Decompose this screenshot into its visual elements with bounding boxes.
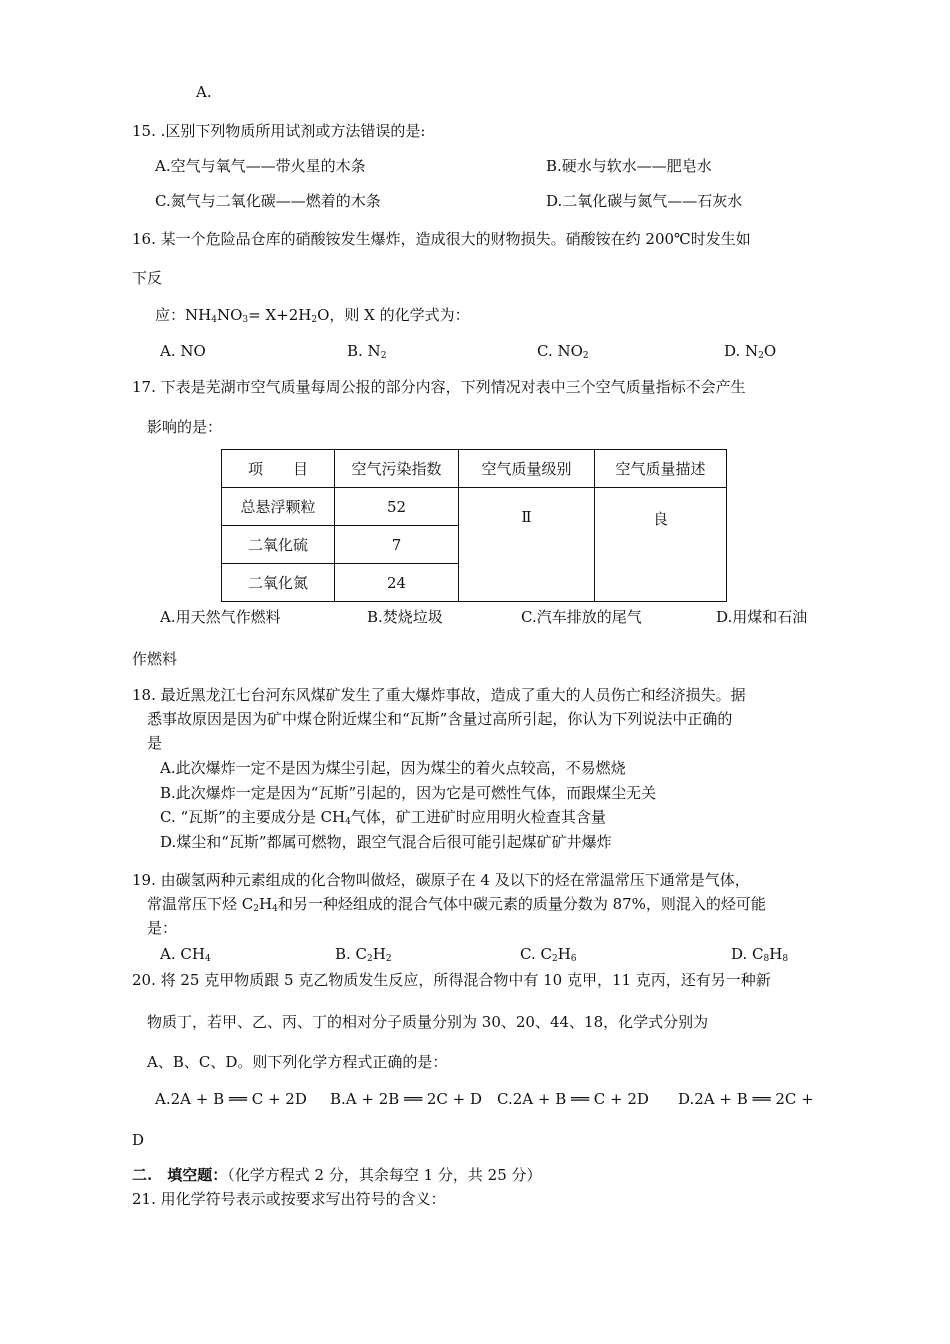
q20-option-c: C.2A + B ══ C + 2D: [497, 1090, 649, 1108]
q18-option-a: A.此次爆炸一定不是因为煤尘引起，因为煤尘的着火点较高，不易燃烧: [160, 759, 626, 777]
q20-option-a: A.2A + B ══ C + 2D: [155, 1090, 307, 1108]
q15-option-b: B.硬水与软水——肥皂水: [546, 157, 712, 175]
table-header-cell: 空气污染指数: [335, 450, 459, 488]
table-cell-index: 7: [335, 526, 459, 564]
q18-option-d: D.煤尘和“瓦斯”都属可燃物，跟空气混合后很可能引起煤矿矿井爆炸: [160, 833, 612, 851]
q19-stem-line3: 是：: [147, 919, 178, 937]
q19-stem-line2: 常温常压下烃 $C_2H_4$和另一种烃组成的混合气体中碳元素的质量分数为 87%，则混入的烃可能: [147, 895, 766, 914]
q20-option-d: D.2A + B ══ 2C +: [678, 1090, 814, 1108]
table-cell-level: Ⅱ: [459, 488, 595, 602]
table-header-row: [222, 450, 727, 488]
table-header-cell: 项 目: [222, 450, 335, 488]
q19-option-c: C. $C_2H_6$: [520, 945, 577, 964]
table-cell-item: 二氧化硫: [222, 526, 335, 564]
q20-stem-line2: 物质丁，若甲、乙、丙、丁的相对分子质量分别为 30、20、44、18，化学式分别为: [147, 1013, 709, 1031]
q16-stem-line2: 下反: [132, 269, 163, 287]
q19-stem-line1: 19. 由碳氢两种元素组成的化合物叫做烃，碳原子在 4 及以下的烃在常温常压下通常是气体，: [132, 871, 750, 889]
q18-stem-line2: 悉事故原因是因为矿中煤仓附近煤尘和“瓦斯”含量过高所引起，你认为下列说法中正确的: [147, 710, 733, 728]
table-cell-item: 二氧化氮: [222, 564, 335, 602]
q17-option-d: D.用煤和石油: [716, 608, 808, 626]
q20-option-d-continued: D: [132, 1131, 145, 1149]
q16-option-d: D. $N_2O$: [724, 342, 777, 361]
air-quality-table: [221, 449, 727, 602]
q15-option-d: D.二氧化碳与氮气——石灰水: [546, 192, 743, 210]
q17-stem-line1: 17. 下表是芜湖市空气质量每周公报的部分内容，下列情况对表中三个空气质量指标不会产生: [132, 378, 746, 396]
q20-stem-line3: A、B、C、D。则下列化学方程式正确的是：: [147, 1053, 448, 1071]
q17-option-b: B.焚烧垃圾: [367, 608, 443, 626]
table-header-cell: 空气质量级别: [459, 450, 595, 488]
table-cell-desc: 良: [595, 488, 727, 602]
q14-option-a: A.: [196, 83, 212, 101]
q16-option-a: A. NO: [160, 342, 206, 360]
q18-option-c: C. “瓦斯”的主要成分是 $CH_4$气体，矿工进矿时应用明火检查其含量: [160, 808, 606, 827]
q16-stem-line1: 16. 某一个危险品仓库的硝酸铵发生爆炸，造成很大的财物损失。硝酸铵在约 200℃时发生如: [132, 230, 751, 248]
q16-option-c: C. $NO_2$: [537, 342, 589, 361]
table-cell-item: 总悬浮颗粒: [222, 488, 335, 526]
q21-stem: 21. 用化学符号表示或按要求写出符号的含义：: [132, 1190, 446, 1208]
q19-option-d: D. $C_8H_8$: [731, 945, 789, 964]
q17-option-c: C.汽车排放的尾气: [521, 608, 642, 626]
q15-option-c: C.氮气与二氧化碳——燃着的木条: [155, 192, 381, 210]
table-cell-index: 52: [335, 488, 459, 526]
table-header-cell: 空气质量描述: [595, 450, 727, 488]
table-row: [222, 488, 727, 526]
q16-option-b: B. $N_2$: [347, 342, 387, 361]
q19-option-a: A. $CH_4$: [160, 945, 211, 964]
q17-option-d-continued: 作燃料: [132, 650, 178, 668]
section-2-heading: 二. 填空题：（化学方程式 2 分，其余每空 1 分，共 25 分）: [132, 1166, 542, 1184]
q20-stem-line1: 20. 将 25 克甲物质跟 5 克乙物质发生反应，所得混合物中有 10 克甲，11 克丙，还有另一种新: [132, 971, 771, 989]
q16-equation: 应：$NH_4NO_3= X+2H_2O$，则 X 的化学式为：: [155, 306, 470, 325]
q15-option-a: A.空气与氧气——带火星的木条: [155, 157, 366, 175]
q20-option-b: B.A + 2B ══ 2C + D: [330, 1090, 483, 1108]
q19-option-b: B. $C_2H_2$: [335, 945, 392, 964]
table-cell-index: 24: [335, 564, 459, 602]
q18-option-b: B.此次爆炸一定是因为“瓦斯”引起的，因为它是可燃性气体，而跟煤尘无关: [160, 784, 657, 802]
q18-stem-line1: 18. 最近黑龙江七台河东风煤矿发生了重大爆炸事故，造成了重大的人员伤亡和经济损失。据: [132, 686, 746, 704]
q15-stem: 15. .区别下列物质所用试剂或方法错误的是:: [132, 122, 426, 140]
q17-stem-line2: 影响的是：: [147, 418, 223, 436]
q17-option-a: A.用天然气作燃料: [160, 608, 281, 626]
q18-stem-line3: 是: [147, 734, 163, 752]
